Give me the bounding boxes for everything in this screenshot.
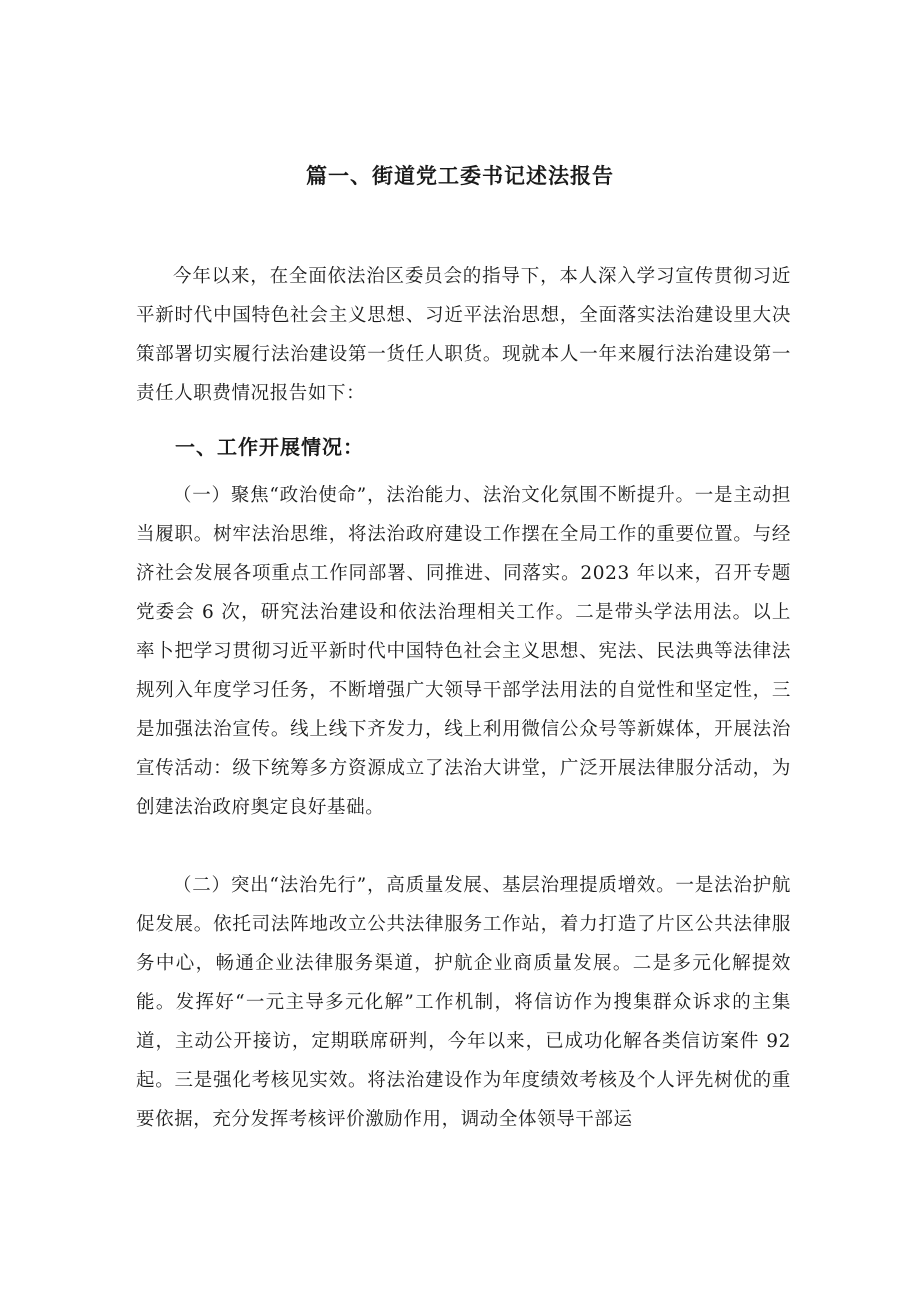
- section-1-paragraph: （一）聚焦“政治使命”，法治能力、法治文化氛围不断提升。一是主动担当履职。树牢法治思维，将法治政府建设工作摆在全局工作的重要位置。与经济社会发展各项重点工作同部署、同推进、同落实。2023 年以来，召开专题党委会 6 次，研究法治建设和依法治理相关工作。二是带头学法用法。以上率卜把学习贯彻习近平新时代中国特色社会主义思想、宪法、民法典等法律法规列入年度学习任务，不断增强广大领导干部学法用法的自觉性和坚定性，三是加强法治宣传。线上线下齐发力，线上利用微信公众号等新媒体，开展法治宣传活动：级下统筹多方资源成立了法治大讲堂，广泛开展法律服分活动，为创建法治政府奥定良好基础。: [136, 485, 791, 818]
- document-title: 篇一、街道党工委书记述法报告: [306, 164, 614, 188]
- intro-paragraph: 今年以来，在全面依法治区委员会的指导下，本人深入学习宣传贯彻习近平新时代中国特色社会主义思想、习近平法治思想，全面落实法治建设里大决策部署切实履行法治建设第一货任人职货。现就本人一年来履行法治建设第一责任人职费情况报告如下：: [136, 266, 791, 404]
- section-2-paragraph: （二）突出“法治先行”，高质量发展、基层治理提质增效。一是法治护航促发展。依托司法阵地改立公共法律服务工作站，着力打造了片区公共法律服务中心，畅通企业法律服务渠道，护航企业商质量发展。二是多元化解提效能。发挥好“一元主导多元化解”工作机制，将信访作为搜集群众诉求的主集道，主动公开接访，定期联席研判，今年以来，已成功化解各类信访案件 92 起。三是强化考核见实效。将法治建设作为年度绩效考核及个人评先树优的重要依据，充分发挥考核评价激励作用，调动全体领导干部运: [136, 875, 791, 1130]
- section-heading-work-status: 一、工作开展情况：: [175, 435, 364, 459]
